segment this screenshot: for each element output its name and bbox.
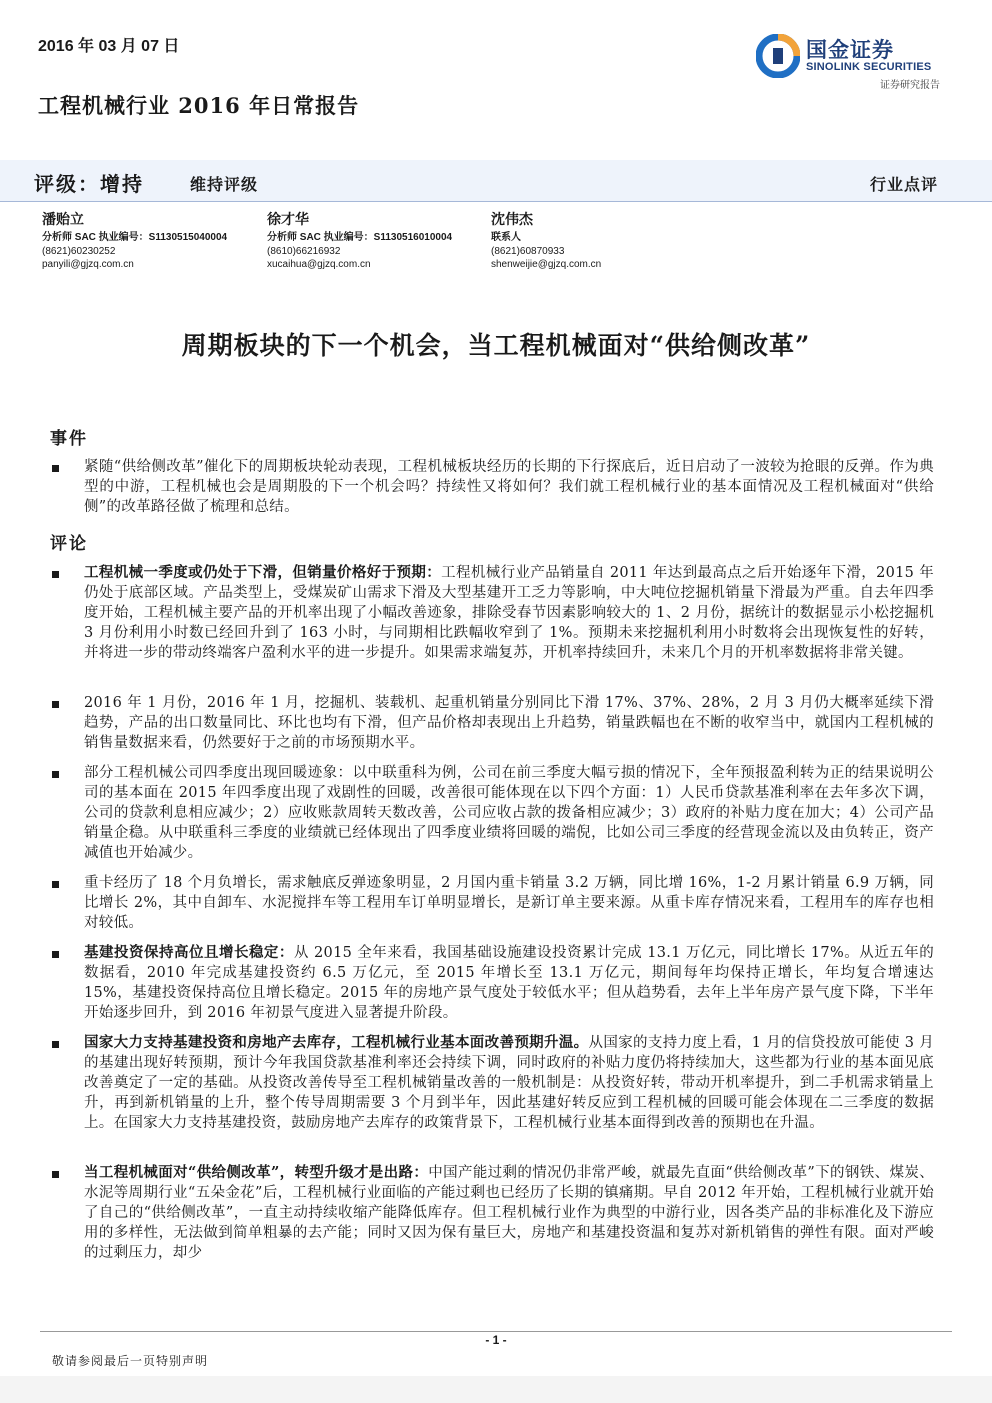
author-license: 分析师 SAC 执业编号：S1130515040004 [42,232,228,243]
bullet-icon [52,771,59,778]
sinolink-logo-icon [756,34,800,78]
report-title: 工程机械行业 2016 年日常报告 [38,93,360,118]
headline: 周期板块的下一个机会，当工程机械面对“供给侧改革” [181,331,811,360]
author-license: 联系人 [491,232,521,243]
author-block [42,210,227,272]
section-heading-comment: 评论 [50,534,88,554]
paragraph: 工程机械一季度或仍处于下滑，但销量价格好于预期：工程机械行业产品销量自 2011 年达到最高点之后开始逐年下滑，2015 年仍处于底部区域。产品类型上，受煤炭矿山需求下滑及大型基建开工乏力等影响，中大吨位挖掘机销量下滑最为严重。自去年四季度开始，工程机械主要产品的开机率出现了小幅改善迹象，排除受春节因素影响较大的 1、2 月份，据统计的数据显示小松挖掘机 3 月份利用小时数已经回升到了 163 小时，与同期相比跌幅收窄到了 1%。预期未来挖掘机利用小时数将会出现恢复性的好转，并将进一步的带动终端客户盈利水平的进一步提升。如果需求端复苏，开机率持续回升，未来几个月的开机率数据将非常关键。 [84,564,935,661]
company-logo [756,28,946,92]
footer-disclaimer: 敬请参阅最后一页特别声明 [52,1354,209,1368]
author-name: 徐才华 [267,212,309,228]
bullet-icon [52,881,59,888]
page-number: - 1 - [485,1333,507,1347]
bullet-icon [52,1171,59,1178]
section-heading-event: 事件 [50,429,88,449]
paragraph: 国家大力支持基建投资和房地产去库存，工程机械行业基本面改善预期升温。从国家的支持力度上看，1 月的信贷投放可能使 3 月的基建出现好转预期，预计今年我国贷款基准利率还会持续下调，同时政府的补贴力度仍将持续加大，这些都为行业的基本面见底改善奠定了一定的基础。从投资改善传导至工程机械销量改善的一般机制是：从投资好转，带动开机率提升，到二手机需求销量上升，再到新机销量的上升，整个传导周期需要 3 个月到半年，因此基建好转反应到工程机械的回暖可能会体现在二三季度的数据上。在国家大力支持基建投资，鼓励房地产去库存的政策背景下，工程机械行业基本面得到改善的预期也在升温。 [84,1034,935,1131]
author-block [491,210,601,272]
report-date: 2016 年 03 月 07 日 [38,38,180,55]
bullet-icon [52,465,59,472]
author-email[interactable]: xucaihua@gjzq.com.cn [267,259,371,270]
author-name: 沈伟杰 [491,212,533,228]
bottom-strip [0,1376,992,1403]
author-name: 潘贻立 [42,212,84,228]
author-license: 分析师 SAC 执业编号：S1130516010004 [267,232,453,243]
bullet-icon [52,571,59,578]
paragraph: 基建投资保持高位且增长稳定：从 2015 全年来看，我国基础设施建设投资累计完成 13.1 万亿元，同比增长 17%。从近五年的数据看，2010 年完成基建投资约 6.5 万亿元，至 2015 年增长至 13.1 万亿元，期间每年均保持正增长，年均复合增速达 15%，基建投资保持高位且增长稳定。2015 年的房地产景气度处于较低水平；但从趋势看，去年上半年房产景气度下降，下半年开始逐步回升，到 2016 年初景气度进入显著提升阶段。 [84,944,934,1021]
bullet-icon [52,1041,59,1048]
author-block [267,210,452,272]
author-phone: (8621)60230252 [42,245,116,257]
bullet-icon [52,701,59,708]
logo-subtitle: 证券研究报告 [880,80,940,91]
rating-bar [0,160,992,202]
paragraph: 2016 年 1 月份，2016 年 1 月，挖掘机、装载机、起重机销量分别同比下滑 17%、37%、28%，2 月 3 月仍大概率延续下滑趋势，产品的出口数量同比、环比也均有下滑，但产品价格却表现出上升趋势，销量跌幅也在不断的收窄当中，就国内工程机械的销售量数据来看，仍然要好于之前的市场预期水平。 [84,695,934,751]
paragraph: 部分工程机械公司四季度出现回暖迹象：以中联重科为例，公司在前三季度大幅亏损的情况下，全年预报盈利转为正的结果说明公司的基本面在 2015 年四季度出现了戏剧性的回暖，改善很可能体现在以下四个方面：1）人民币贷款基准利率在去年多次下调，公司的贷款利息相应减少；2）应收账款周转天数改善，公司应收占款的拨备相应减少；3）政府的补贴力度在加大；4）公司产品销量企稳。从中联重科三季度的业绩就已经体现出了四季度业绩将回暖的端倪，比如公司三季度的经营现金流以及由负转正，资产减值也开始减少。 [84,765,934,861]
author-phone: (8610)66216932 [267,245,341,257]
author-email[interactable]: panyili@gjzq.com.cn [42,259,134,270]
logo-chinese-name: 国金证券 [806,38,894,62]
author-phone: (8621)60870933 [491,245,565,257]
paragraph: 当工程机械面对“供给侧改革”，转型升级才是出路：中国产能过剩的情况仍非常严峻，就最先直面“供给侧改革”下的钢铁、煤炭、水泥等周期行业“五朵金花”后，工程机械行业面临的产能过剩也已经历了长期的镇痛期。早自 2012 年开始，工程机械行业就开始了自己的“供给侧改革”，一直主动持续收缩产能降低库存。但工程机械行业作为典型的中游行业，因各类产品的非标准化及下游应用的多样性，无法做到简单粗暴的去产能；同时又因为保有量巨大，房地产和基建投资温和复苏对新机销售的弹性有限。面对严峻的过剩压力，却少 [84,1164,934,1261]
author-email[interactable]: shenweijie@gjzq.com.cn [491,259,602,270]
logo-english-name: SINOLINK SECURITIES [806,61,932,73]
rating-status: 维持评级 [190,175,259,194]
paragraph: 重卡经历了 18 个月负增长，需求触底反弹迹象明显，2 月国内重卡销量 3.2 万辆，同比增 16%，1-2 月累计销量 6.9 万辆，同比增长 2%，其中自卸车、水泥搅拌车等工程用车订单明显增长，是新订单主要来源。从重卡库存情况来看，工程用车的库存也相对较低。 [84,875,934,931]
bullet-icon [52,951,59,958]
footer-divider [40,1331,952,1332]
paragraph: 紧随“供给侧改革”催化下的周期板块轮动表现，工程机械板块经历的长期的下行探底后，近日启动了一波较为抢眼的反弹。作为典型的中游，工程机械也会是周期股的下一个机会吗？持续性又将如何？我们就工程机械行业的基本面情况及工程机械面对“供给侧”的改革路径做了梳理和总结。 [84,459,934,515]
report-type: 行业点评 [869,175,938,194]
rating-label: 评级：增持 [34,172,144,196]
